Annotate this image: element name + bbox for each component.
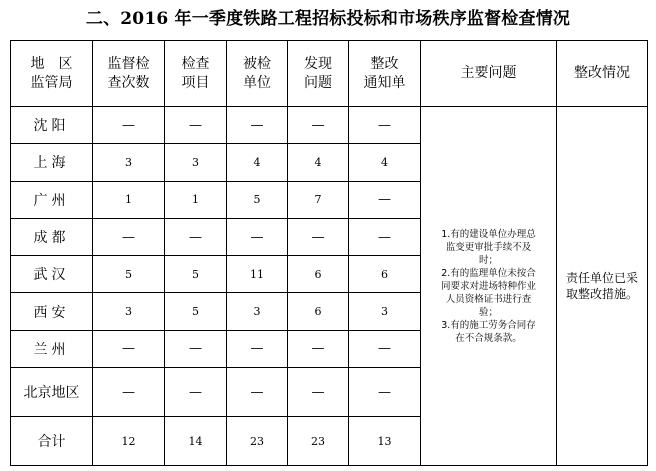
value-cell: 7 <box>288 181 349 218</box>
value-cell: — <box>93 368 165 417</box>
value-cell: 12 <box>93 417 165 466</box>
header-notices: 整改 通知单 <box>349 41 421 107</box>
value-cell: 11 <box>227 256 288 293</box>
value-cell: 3 <box>165 144 227 181</box>
value-cell: — <box>288 330 349 367</box>
region-cell: 合计 <box>11 417 93 466</box>
value-cell: 23 <box>227 417 288 466</box>
region-cell: 北京地区 <box>11 368 93 417</box>
region-cell: 武汉 <box>11 256 93 293</box>
value-cell: 3 <box>349 293 421 330</box>
value-cell: 3 <box>93 144 165 181</box>
value-cell: 23 <box>288 417 349 466</box>
header-inspections: 监督检 查次数 <box>93 41 165 107</box>
value-cell: 5 <box>165 293 227 330</box>
header-problems: 发现 问题 <box>288 41 349 107</box>
value-cell: 3 <box>93 293 165 330</box>
value-cell: — <box>349 107 421 144</box>
value-cell: 5 <box>93 256 165 293</box>
value-cell: — <box>227 218 288 255</box>
inspection-table <box>10 40 648 466</box>
rectification-cell: 责任单位已采 取整改措施。 <box>557 107 648 466</box>
value-cell: 14 <box>165 417 227 466</box>
value-cell: — <box>165 218 227 255</box>
header-main-issues: 主要问题 <box>421 41 557 107</box>
region-cell: 上海 <box>11 144 93 181</box>
table-row <box>11 107 648 144</box>
value-cell: 5 <box>227 181 288 218</box>
value-cell: — <box>227 330 288 367</box>
value-cell: — <box>349 330 421 367</box>
value-cell: — <box>227 107 288 144</box>
value-cell: — <box>165 107 227 144</box>
value-cell: 4 <box>349 144 421 181</box>
value-cell: — <box>349 368 421 417</box>
value-cell: — <box>227 368 288 417</box>
value-cell: — <box>288 107 349 144</box>
value-cell: 5 <box>165 256 227 293</box>
header-region: 地 区 监管局 <box>11 41 93 107</box>
value-cell: — <box>288 218 349 255</box>
value-cell: 1 <box>93 181 165 218</box>
region-cell: 成都 <box>11 218 93 255</box>
value-cell: 6 <box>288 293 349 330</box>
value-cell: — <box>165 330 227 367</box>
region-cell: 广州 <box>11 181 93 218</box>
region-cell: 沈阳 <box>11 107 93 144</box>
value-cell: 4 <box>227 144 288 181</box>
value-cell: 1 <box>165 181 227 218</box>
value-cell: 4 <box>288 144 349 181</box>
value-cell: — <box>93 330 165 367</box>
value-cell: 6 <box>349 256 421 293</box>
main-issues-cell: 1.有的建设单位办理总 监变更审批手续不及 时； 2.有的监理单位未按合 同要求对进场特种作业 人员资格证书进行查 验； 3.有的施工劳务合同存 在不合规条款。 <box>421 107 557 466</box>
value-cell: — <box>349 181 421 218</box>
value-cell: 6 <box>288 256 349 293</box>
value-cell: — <box>165 368 227 417</box>
header-row <box>11 41 648 107</box>
header-rectification: 整改情况 <box>557 41 648 107</box>
value-cell: — <box>93 218 165 255</box>
header-projects: 检查 项目 <box>165 41 227 107</box>
value-cell: — <box>288 368 349 417</box>
value-cell: 3 <box>227 293 288 330</box>
value-cell: 13 <box>349 417 421 466</box>
region-cell: 西安 <box>11 293 93 330</box>
page-title: 二、2016 年一季度铁路工程招标投标和市场秩序监督检查情况 <box>85 9 571 29</box>
region-cell: 兰州 <box>11 330 93 367</box>
value-cell: — <box>93 107 165 144</box>
value-cell: — <box>349 218 421 255</box>
header-units: 被检 单位 <box>227 41 288 107</box>
